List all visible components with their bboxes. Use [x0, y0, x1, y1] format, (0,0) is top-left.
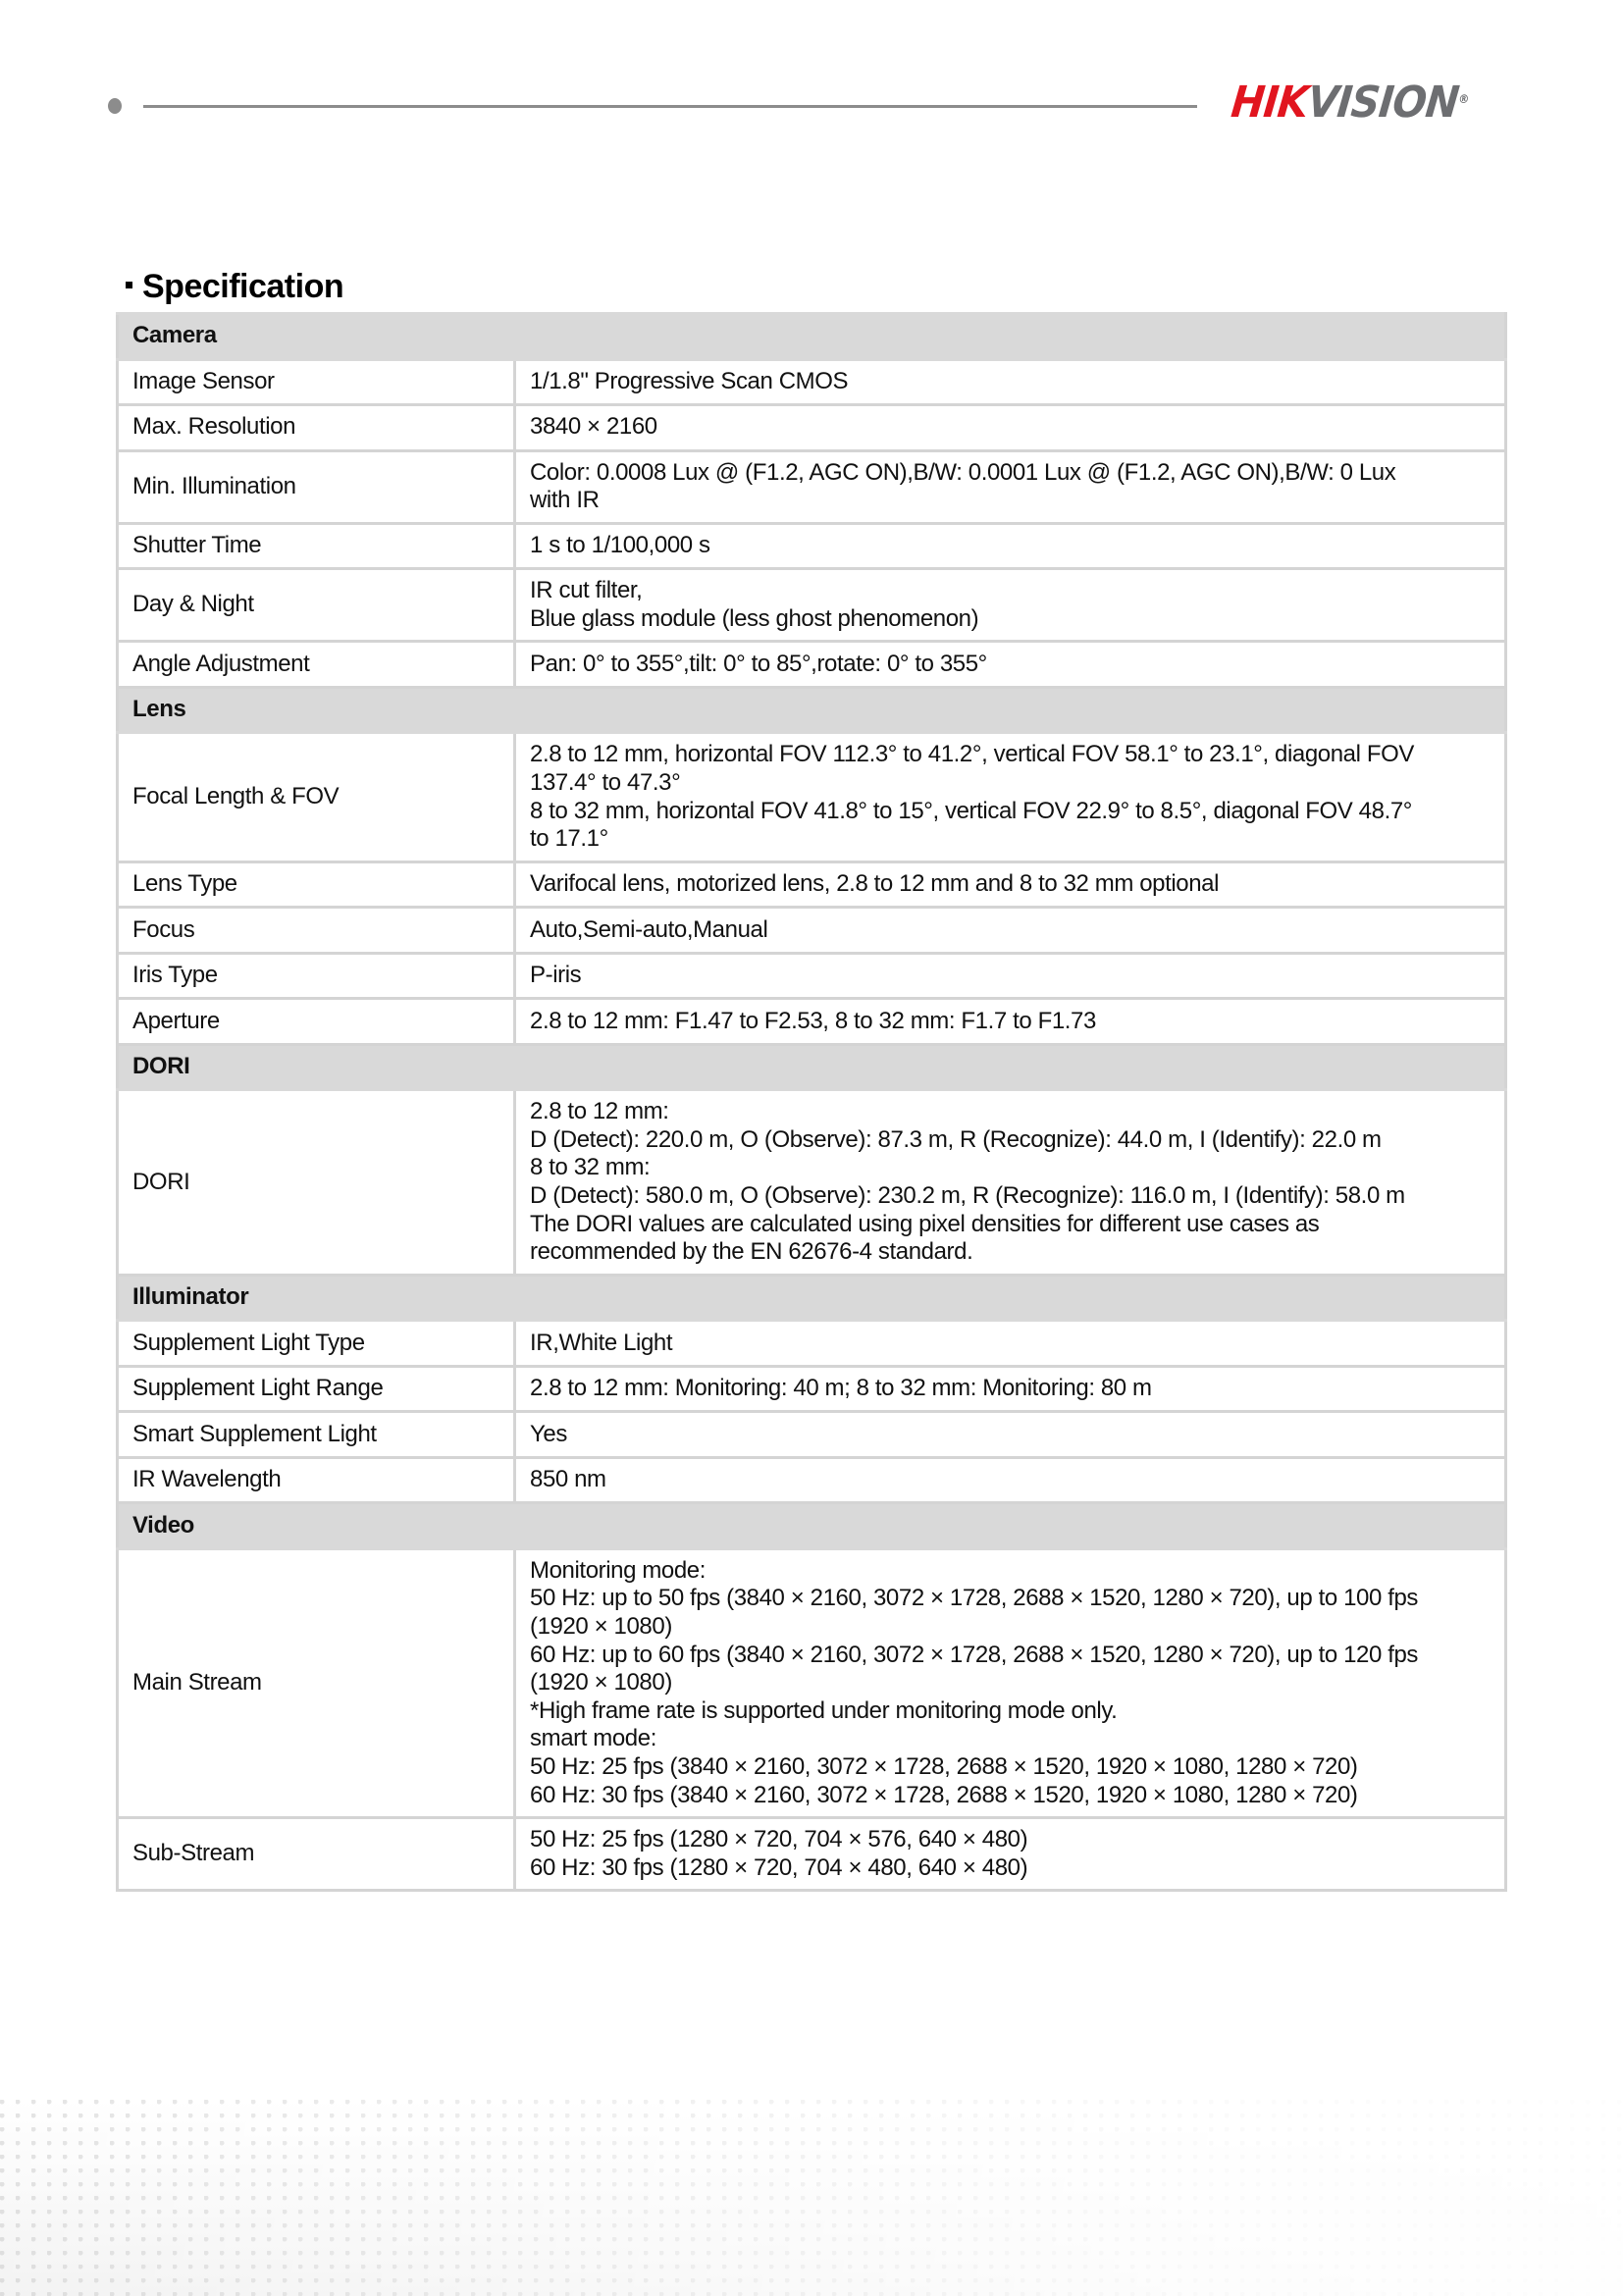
section-title: Illuminator [118, 1275, 1506, 1321]
section-title: Lens [118, 687, 1506, 733]
spec-value-line: 2.8 to 12 mm: Monitoring: 40 m; 8 to 32 mm: Monitoring: 80 m [530, 1375, 1152, 1402]
page-title [126, 265, 343, 308]
section-header-video [118, 1503, 1506, 1549]
spec-row [118, 999, 1506, 1045]
spec-label: Lens Type [118, 861, 515, 908]
square-bullet-icon [126, 282, 132, 288]
spec-value-line: 8 to 32 mm: [530, 1154, 651, 1181]
spec-row [118, 1457, 1506, 1503]
section-title: Camera [118, 314, 1506, 360]
spec-row [118, 861, 1506, 908]
spec-value-line: IR cut filter, [530, 577, 643, 604]
spec-value-line: D (Detect): 220.0 m, O (Observe): 87.3 m, R (Recognize): 44.0 m, I (Identify): 22.0 m [530, 1125, 1382, 1153]
spec-value-line: 60 Hz: 30 fps (3840 × 2160, 3072 × 1728, 2688 × 1520, 1920 × 1080, 1280 × 720) [530, 1781, 1358, 1808]
spec-value [515, 1412, 1506, 1458]
spec-value [515, 999, 1506, 1045]
spec-value-line: with IR [530, 487, 600, 514]
spec-row [118, 569, 1506, 642]
logo-vision-text: VISION [1304, 78, 1461, 128]
brand-logo [1229, 78, 1470, 128]
spec-value-line: *High frame rate is supported under monitoring mode only. [530, 1696, 1118, 1724]
spec-label: Shutter Time [118, 523, 515, 569]
spec-value-line: 8 to 32 mm, horizontal FOV 41.8° to 15°, vertical FOV 22.9° to 8.5°, diagonal FOV 48.7° [530, 797, 1412, 824]
spec-label: Sub-Stream [118, 1818, 515, 1891]
spec-value-line: 60 Hz: up to 60 fps (3840 × 2160, 3072 × 1728, 2688 × 1520, 1280 × 720), up to 120 fps [530, 1641, 1419, 1668]
registered-mark-icon: ® [1457, 92, 1470, 106]
spec-value-line: 50 Hz: up to 50 fps (3840 × 2160, 3072 × 1728, 2688 × 1520, 1280 × 720), up to 100 fps [530, 1585, 1419, 1612]
spec-value [515, 642, 1506, 688]
spec-value [515, 1366, 1506, 1412]
spec-value-line: Color: 0.0008 Lux @ (F1.2, AGC ON),B/W: 0.0001 Lux @ (F1.2, AGC ON),B/W: 0 Lux [530, 458, 1396, 486]
spec-value-line: Monitoring mode: [530, 1556, 707, 1584]
spec-row [118, 523, 1506, 569]
section-header-lens [118, 687, 1506, 733]
spec-value-line: 2.8 to 12 mm: F1.47 to F2.53, 8 to 32 mm: F1.7 to F1.73 [530, 1007, 1096, 1034]
spec-row [118, 953, 1506, 999]
spec-value-line: D (Detect): 580.0 m, O (Observe): 230.2 m, R (Recognize): 116.0 m, I (Identify): 58.0 m [530, 1182, 1405, 1210]
spec-row [118, 1818, 1506, 1891]
spec-value [515, 1090, 1506, 1276]
spec-value [515, 861, 1506, 908]
spec-value [515, 569, 1506, 642]
spec-label: Max. Resolution [118, 405, 515, 451]
spec-row [118, 1366, 1506, 1412]
spec-value-line: 60 Hz: 30 fps (1280 × 720, 704 × 480, 640 × 480) [530, 1853, 1028, 1881]
spec-label: Min. Illumination [118, 450, 515, 523]
spec-value-line: 2.8 to 12 mm, horizontal FOV 112.3° to 41.2°, vertical FOV 58.1° to 23.1°, diagonal FOV [530, 741, 1414, 768]
spec-label: Supplement Light Range [118, 1366, 515, 1412]
header-rule [143, 105, 1197, 108]
spec-row [118, 1090, 1506, 1276]
spec-row [118, 359, 1506, 405]
page-title-text: Specification [142, 268, 344, 305]
spec-value [515, 908, 1506, 954]
spec-value-line: (1920 × 1080) [530, 1613, 672, 1640]
spec-value-line: 2.8 to 12 mm: [530, 1098, 669, 1125]
spec-row [118, 1412, 1506, 1458]
spec-row [118, 450, 1506, 523]
spec-value [515, 405, 1506, 451]
spec-value [515, 1321, 1506, 1367]
section-title: DORI [118, 1044, 1506, 1090]
spec-value-line: The DORI values are calculated using pixel densities for different use cases as [530, 1210, 1320, 1237]
spec-label: Day & Night [118, 569, 515, 642]
spec-value-line: 3840 × 2160 [530, 413, 657, 441]
spec-value [515, 523, 1506, 569]
spec-value [515, 359, 1506, 405]
section-header-illuminator [118, 1275, 1506, 1321]
spec-value [515, 1548, 1506, 1817]
spec-value-line: recommended by the EN 62676-4 standard. [530, 1238, 973, 1266]
spec-label: Focus [118, 908, 515, 954]
spec-label: Focal Length & FOV [118, 733, 515, 861]
spec-row [118, 642, 1506, 688]
spec-row [118, 733, 1506, 861]
spec-value-line: Auto,Semi-auto,Manual [530, 915, 768, 943]
spec-value-line: 1/1.8" Progressive Scan CMOS [530, 367, 849, 394]
spec-value-line: smart mode: [530, 1725, 656, 1752]
header-bullet-dot [108, 98, 122, 114]
spec-value-line: 137.4° to 47.3° [530, 768, 681, 796]
spec-label: IR Wavelength [118, 1457, 515, 1503]
spec-value-line: IR,White Light [530, 1329, 673, 1356]
spec-value-line: Yes [530, 1420, 567, 1447]
spec-value-line: Varifocal lens, motorized lens, 2.8 to 12 mm and 8 to 32 mm optional [530, 870, 1220, 898]
spec-value-line: 850 nm [530, 1466, 606, 1493]
spec-value [515, 733, 1506, 861]
spec-label: DORI [118, 1090, 515, 1276]
spec-label: Angle Adjustment [118, 642, 515, 688]
logo-hik-text: HIK [1229, 78, 1311, 128]
section-header-dori [118, 1044, 1506, 1090]
spec-value-line: 50 Hz: 25 fps (3840 × 2160, 3072 × 1728, 2688 × 1520, 1920 × 1080, 1280 × 720) [530, 1752, 1358, 1780]
spec-row [118, 405, 1506, 451]
spec-value-line: (1920 × 1080) [530, 1669, 672, 1696]
spec-value [515, 1457, 1506, 1503]
spec-value-line: Blue glass module (less ghost phenomenon) [530, 604, 979, 632]
spec-value-line: to 17.1° [530, 825, 608, 853]
section-header-camera [118, 314, 1506, 360]
spec-value-line: Pan: 0° to 355°,tilt: 0° to 85°,rotate: 0° to 355° [530, 650, 987, 677]
spec-label: Image Sensor [118, 359, 515, 405]
spec-label: Aperture [118, 999, 515, 1045]
spec-value-line: P-iris [530, 962, 582, 989]
background-dot-pattern [0, 2100, 1623, 2296]
spec-value [515, 953, 1506, 999]
spec-label: Supplement Light Type [118, 1321, 515, 1367]
spec-row [118, 1548, 1506, 1817]
spec-value [515, 450, 1506, 523]
spec-label: Iris Type [118, 953, 515, 999]
spec-row [118, 908, 1506, 954]
spec-value-line: 1 s to 1/100,000 s [530, 532, 710, 559]
spec-row [118, 1321, 1506, 1367]
spec-label: Smart Supplement Light [118, 1412, 515, 1458]
spec-label: Main Stream [118, 1548, 515, 1817]
spec-value-line: 50 Hz: 25 fps (1280 × 720, 704 × 576, 640 × 480) [530, 1826, 1028, 1853]
section-title: Video [118, 1503, 1506, 1549]
specification-table [116, 312, 1507, 1892]
spec-value [515, 1818, 1506, 1891]
